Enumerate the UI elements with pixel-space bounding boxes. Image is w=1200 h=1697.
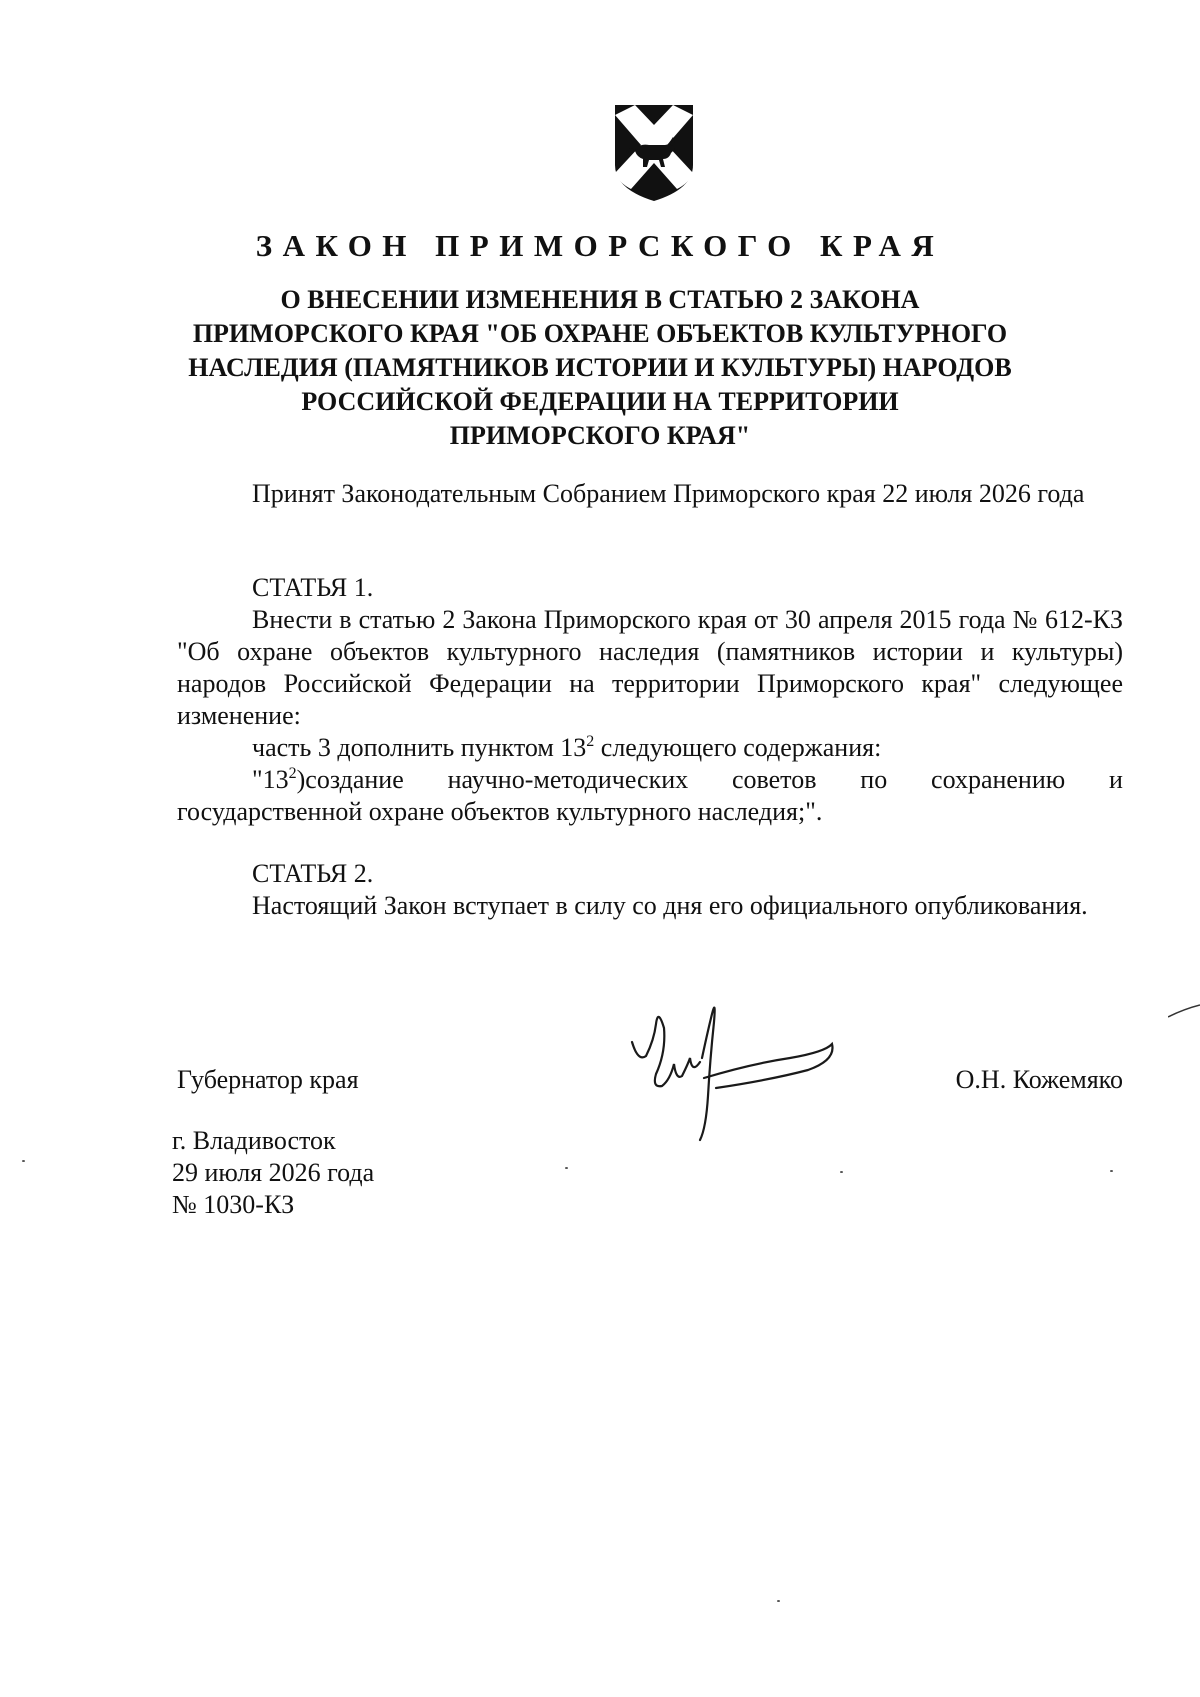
law-title-line: О ВНЕСЕНИИ ИЗМЕНЕНИЯ В СТАТЬЮ 2 ЗАКОНА <box>280 285 920 314</box>
scan-mark-icon <box>1168 1003 1200 1019</box>
scan-speck-icon <box>1110 1170 1113 1172</box>
quote-superscript: 2 <box>288 765 297 782</box>
law-title-line: ПРИМОРСКОГО КРАЯ "ОБ ОХРАНЕ ОБЪЕКТОВ КУЛЬТУРНОГО <box>192 319 1008 348</box>
place-of-signing: г. Владивосток <box>172 1126 336 1155</box>
quote-line-2: государственной охране объектов культурного наследия;". <box>177 797 823 826</box>
law-title <box>170 283 1030 453</box>
law-title-line: РОССИЙСКОЙ ФЕДЕРАЦИИ НА ТЕРРИТОРИИ <box>301 387 899 416</box>
scan-speck-icon <box>565 1167 568 1169</box>
governor-name: О.Н. Кожемяко <box>955 1065 1123 1094</box>
law-title-line: НАСЛЕДИЯ (ПАМЯТНИКОВ ИСТОРИИ И КУЛЬТУРЫ) НАРОДОВ <box>188 353 1012 382</box>
amendment-instruction <box>252 732 881 764</box>
quote-word: сохранению <box>931 765 1066 794</box>
law-heading: ЗАКОН ПРИМОРСКОГО КРАЯ <box>255 228 945 263</box>
adoption-statement: Принят Законодательным Собранием Приморского края 22 июля 2026 года <box>252 479 1085 508</box>
quote-word: советов <box>731 765 817 794</box>
quote-word: и <box>1109 765 1123 794</box>
amendment-text-end: следующего содержания: <box>594 733 882 762</box>
signing-date: 29 июля 2026 года <box>172 1158 375 1187</box>
article-1-heading: СТАТЬЯ 1. <box>252 573 374 602</box>
amendment-text: часть 3 дополнить пунктом 13 <box>252 733 587 762</box>
signature-icon <box>620 1000 855 1150</box>
amendment-quote <box>177 764 1123 828</box>
quote-word: научно-методических <box>447 765 689 794</box>
article-1-text: Внести в статью 2 Закона Приморского края от 30 апреля 2015 года № 612-КЗ "Об охране объектов культурного наследия (памятников истории и культуры) народов Российской Федерации на территории Приморского края" следующее изменение: <box>177 605 1123 730</box>
amendment-superscript: 2 <box>586 733 595 750</box>
coat-of-arms-icon <box>609 103 699 203</box>
scan-speck-icon <box>22 1160 25 1162</box>
scan-speck-icon <box>777 1600 780 1602</box>
article-2-text: Настоящий Закон вступает в силу со дня его официального опубликования. <box>252 891 1088 920</box>
scan-speck-icon <box>840 1171 843 1173</box>
quote-word: по <box>860 765 888 794</box>
law-number: № 1030-КЗ <box>172 1190 295 1219</box>
quote-first-word: "$13^2)создание$ <box>252 765 404 794</box>
governor-title: Губернатор края <box>177 1065 359 1094</box>
law-title-line: ПРИМОРСКОГО КРАЯ" <box>449 421 751 450</box>
article-2-heading: СТАТЬЯ 2. <box>252 859 374 888</box>
